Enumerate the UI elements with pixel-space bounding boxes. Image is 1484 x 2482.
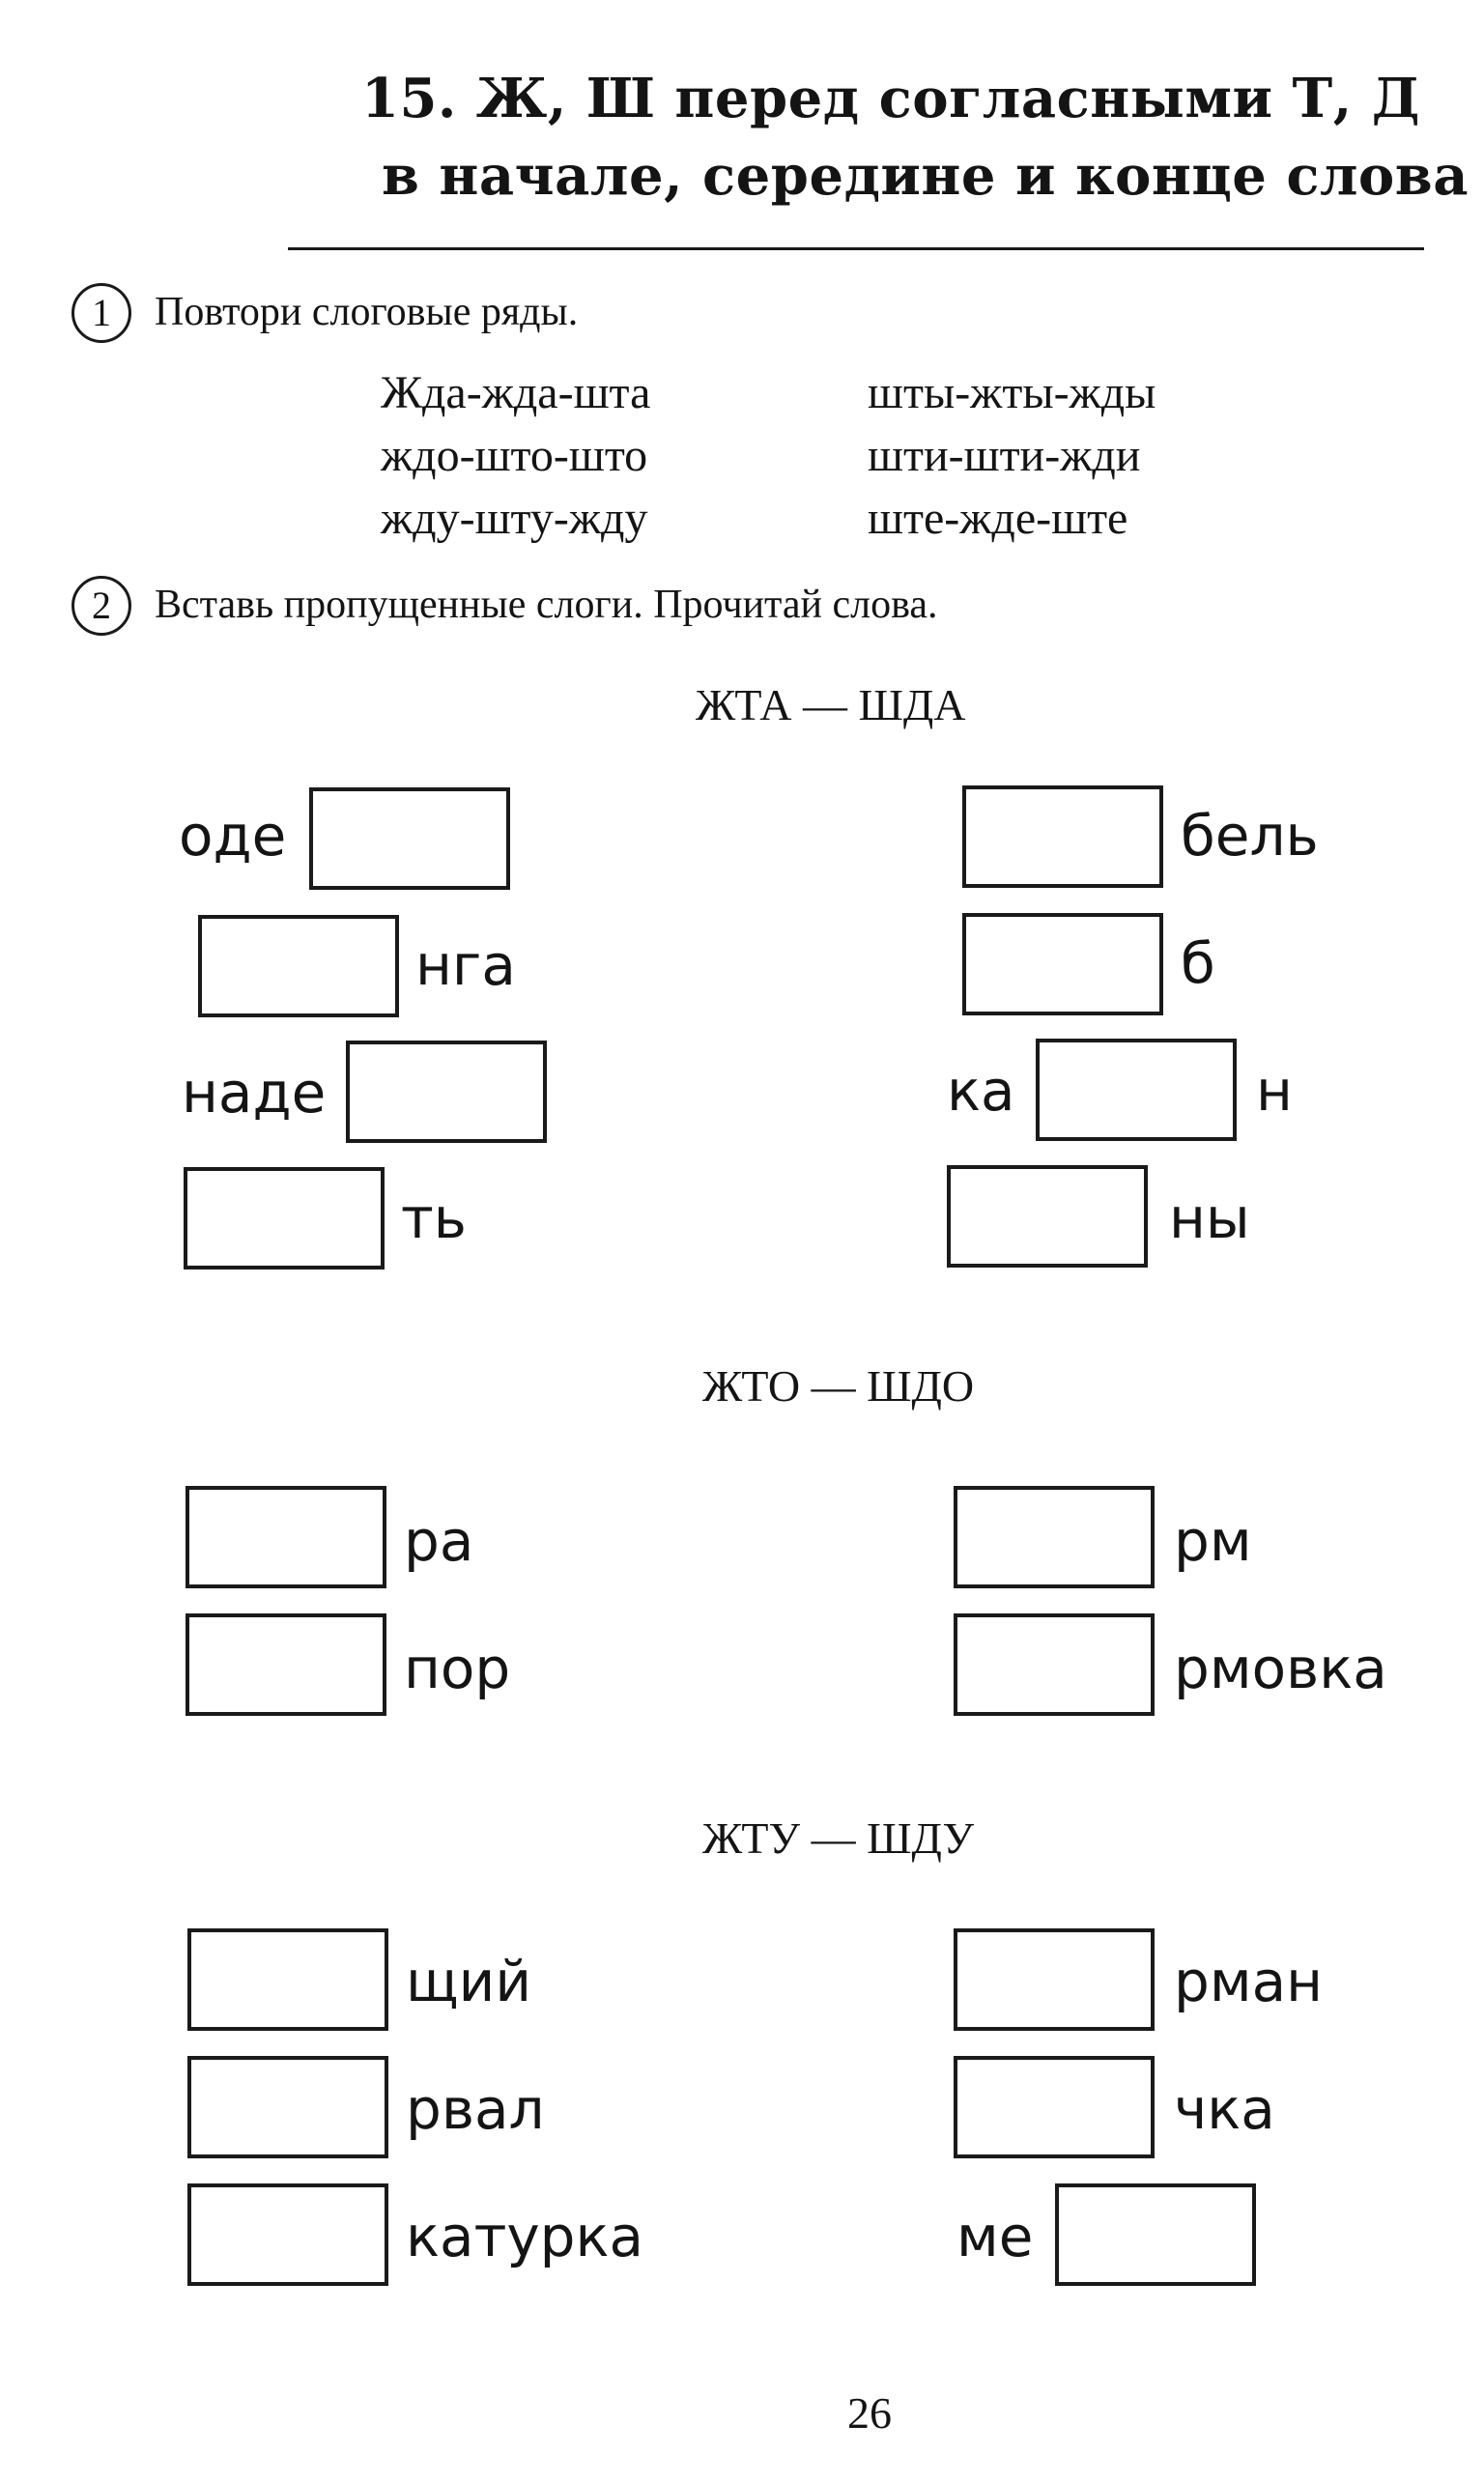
word-fragment: наде: [182, 1060, 327, 1126]
syllable-input-box[interactable]: [962, 913, 1163, 1015]
syllable-input-box[interactable]: [309, 787, 510, 890]
word-fragment: бель: [1181, 803, 1319, 869]
word-fragment: рм: [1174, 1508, 1252, 1574]
syllable-row-left-1: Жда-жда-шта: [381, 367, 651, 418]
task-1-number: 1: [71, 283, 131, 343]
syllable-input-box[interactable]: [962, 785, 1163, 888]
title-line-1: 15. Ж, Ш перед согласными Т, Д: [361, 67, 1421, 130]
syllable-input-box[interactable]: [346, 1041, 547, 1143]
syllable-input-box[interactable]: [186, 1486, 386, 1588]
syllable-input-box[interactable]: [198, 915, 399, 1017]
word-fragment: рвал: [406, 2076, 545, 2142]
syllable-input-box[interactable]: [187, 1928, 388, 2031]
word-fragment: катурка: [406, 2204, 644, 2269]
syllable-row-right-1: шты-жты-жды: [868, 367, 1156, 418]
word-fragment: чка: [1174, 2076, 1275, 2142]
syllable-row-left-2: ждо-што-што: [381, 430, 648, 481]
word-fragment: ме: [956, 2204, 1034, 2269]
task-2-instruction: Вставь пропущенные слоги. Прочитай слова.: [155, 583, 938, 627]
syllable-input-box[interactable]: [954, 1486, 1155, 1588]
syllable-input-box[interactable]: [184, 1167, 385, 1270]
syllable-input-box[interactable]: [186, 1613, 386, 1716]
word-fragment: нга: [415, 932, 516, 998]
syllable-input-box[interactable]: [1036, 1039, 1237, 1141]
word-fragment: н: [1256, 1058, 1293, 1124]
word-fragment: рмовка: [1174, 1636, 1387, 1701]
word-fragment: пор: [404, 1636, 511, 1701]
word-fragment: оде: [179, 803, 287, 869]
word-fragment: ны: [1169, 1185, 1250, 1251]
syllable-input-box[interactable]: [954, 1928, 1155, 2031]
syllable-row-right-3: ште-жде-ште: [868, 493, 1128, 544]
word-fragment: рман: [1174, 1949, 1324, 2014]
group-1-heading: ЖТА — ШДА: [696, 680, 966, 729]
task-1-instruction: Повтори слоговые ряды.: [155, 290, 579, 334]
title-line-2: в начале, середине и конце слова: [382, 144, 1469, 208]
syllable-row-left-3: жду-шту-жду: [381, 493, 648, 544]
syllable-input-box[interactable]: [187, 2183, 388, 2286]
word-fragment: б: [1181, 930, 1215, 996]
word-fragment: ть: [401, 1185, 467, 1251]
group-2-heading: ЖТО — ШДО: [702, 1361, 975, 1411]
syllable-input-box[interactable]: [947, 1165, 1148, 1268]
word-fragment: ра: [404, 1508, 474, 1574]
syllable-input-box[interactable]: [1055, 2183, 1256, 2286]
syllable-input-box[interactable]: [954, 1613, 1155, 1716]
page-number: 26: [847, 2388, 892, 2438]
title-divider: [288, 247, 1424, 250]
syllable-input-box[interactable]: [954, 2056, 1155, 2158]
task-2-number: 2: [71, 576, 131, 636]
group-3-heading: ЖТУ — ШДУ: [702, 1813, 975, 1863]
syllable-row-right-2: шти-шти-жди: [868, 430, 1141, 481]
word-fragment: щий: [406, 1949, 532, 2014]
word-fragment: ка: [947, 1058, 1015, 1124]
syllable-input-box[interactable]: [187, 2056, 388, 2158]
